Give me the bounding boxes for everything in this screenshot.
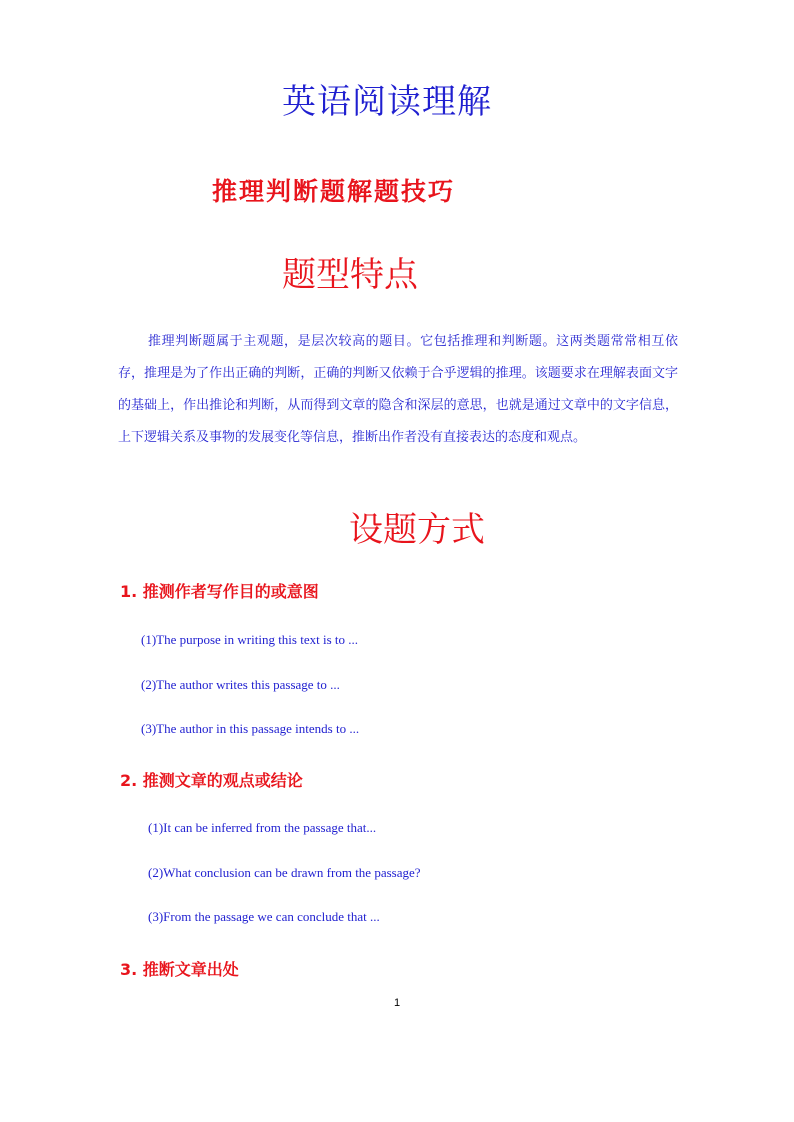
list-item: (3)From the passage we can conclude that ...: [148, 909, 380, 924]
document-subtitle: 推理判断题解题技巧: [212, 177, 456, 206]
group-heading-source: 3. 推断文章出处: [120, 960, 239, 979]
list-item: (3)The author in this passage intends to ...: [141, 721, 360, 736]
group-heading-author-purpose: 1. 推测作者写作目的或意图: [120, 582, 319, 601]
list-item: (2)The author writes this passage to ...: [141, 677, 340, 692]
section-heading-question-types: 设题方式: [349, 510, 485, 550]
list-item: (1)The purpose in writing this text is to ...: [141, 632, 359, 647]
group-heading-conclusion: 2. 推测文章的观点或结论: [120, 771, 303, 790]
document-title: 英语阅读理解: [282, 82, 492, 122]
list-item: (2)What conclusion can be drawn from the passage?: [148, 865, 421, 880]
section-heading-features: 题型特点: [282, 255, 418, 295]
features-paragraph: 推理判断题属于主观题，是层次较高的题目。它包括推理和判断题。这两类题常常相互依存，推理是为了作出正确的判断，正确的判断又依赖于合乎逻辑的推理。该题要求在理解表面文字的基础上，作出推论和判断，从而得到文章的隐含和深层的意思，也就是通过文章中的文字信息，上下逻辑关系及事物的发展变化等信息，推断出作者没有直接表达的态度和观点。: [118, 334, 678, 445]
page-number: 1: [393, 997, 401, 1009]
list-item: (1)It can be inferred from the passage that...: [148, 820, 377, 835]
